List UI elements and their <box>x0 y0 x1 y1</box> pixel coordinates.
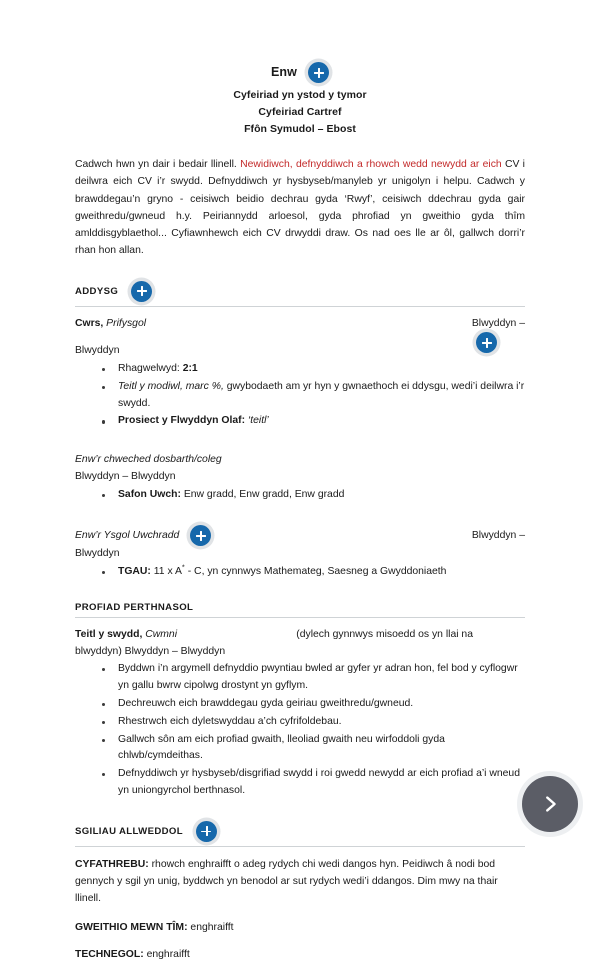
gcse-count: 11 x A <box>150 566 182 578</box>
skill-technical-label: TECHNEGOL: <box>75 949 144 961</box>
education-secondary-date-range: Blwyddyn – <box>471 529 525 541</box>
intro-highlight-text: Newidiwch, defnyddiwch a rhowch wedd newydd ar eich <box>240 159 502 170</box>
add-header-plus-icon[interactable] <box>308 62 329 83</box>
gcse-star: * <box>181 562 185 572</box>
skill-communication-text: rhowch enghraifft o adeg rydych chi wedi dangos hyn. Peidiwch â nodi bod gennych y sgil yn unig, byddwch yn benodol ar sut rydych wedi’i ddangos. Dim mwy na thair llinell. <box>75 858 498 905</box>
list-item <box>102 361 525 378</box>
education-bullet-list <box>75 361 525 430</box>
gcse-label: TGAU: <box>118 566 151 578</box>
module-description: gwybodaeth am yr hyn y gwnaethoch ei ddysgu, wedi’i deilwra i’r swydd. <box>118 380 525 409</box>
education-entry-university <box>75 316 525 431</box>
experience-job-label <box>75 627 177 644</box>
experience-dates: blwyddyn) Blwyddyn – Blwyddyn <box>75 645 226 657</box>
intro-text-part2: CV i deilwra eich CV i’r swydd. Defnyddiwch yr hysbyseb/manyleb yr unigolyn i helpu. Cadwch y brawddegau’n gryno - ceisiwch beidio dechrau gyda ‘Rwyf’, ceisiwch ddechrau gyda gair gweithredu/gwneud h.y. Peiriannydd arloesol, gyda phrofiad yn gweithio gyda thîm amlddisgyblaethol... Cyfiawnhewch eich CV drwyddi draw. Os nad oes lle ar ôl, gallwch dorri’r rhan hon allan. <box>75 159 525 257</box>
list-item: Byddwn i’n argymell defnyddio pwyntiau bwled ar gyfer yr adran hon, fel bod y cyflogwr yn gallu bwrw cipolwg drostynt yn gyflym. <box>102 661 525 695</box>
a-level-grades: Enw gradd, Enw gradd, Enw gradd <box>180 488 345 500</box>
education-date-row-second <box>75 332 525 360</box>
list-item <box>102 564 525 581</box>
cv-phone-email: Ffôn Symudol – Ebost <box>244 123 356 135</box>
education-secondary-date-start: Blwyddyn <box>75 548 120 560</box>
list-item <box>102 413 525 430</box>
a-level-label: Safon Uwch: <box>118 488 181 500</box>
section-divider-education <box>75 306 525 307</box>
section-header-skills <box>75 821 525 842</box>
list-item: Rhestrwch eich dyletswyddau a’ch cyfrifoldebau. <box>102 714 525 731</box>
spacer <box>75 505 525 525</box>
experience-entry <box>75 627 525 800</box>
section-divider-skills <box>75 846 525 847</box>
education-secondary-bullet-list <box>75 564 525 581</box>
grade-value: 2:1 <box>182 362 198 374</box>
cv-intro-paragraph <box>75 156 525 260</box>
list-item: Gallwch sôn am eich profiad gwaith, lleoliad gwaith neu wirfoddoli gyda chlwb/cymdeithas. <box>102 732 525 766</box>
experience-note: (dylech gynnwys misoedd os yn llai na <box>296 628 473 640</box>
list-item: Dechreuwch eich brawddegau gyda geiriau gweithredu/gwneud. <box>102 696 525 713</box>
education-date-range: Blwyddyn – <box>471 317 525 329</box>
add-education-plus-icon[interactable] <box>131 281 152 302</box>
education-secondary-name: Enw’r Ysgol Uwchradd <box>75 529 180 541</box>
cv-home-address: Cyfeiriad Cartref <box>258 106 342 118</box>
skill-teamwork-label: GWEITHIO MEWN TÎM: <box>75 922 188 934</box>
section-divider-experience <box>75 617 525 618</box>
education-course-name: Cwrs, <box>75 317 104 329</box>
education-sixthform-dates: Blwyddyn – Blwyddyn <box>75 470 176 482</box>
education-date-start: Blwyddyn <box>75 345 120 357</box>
cv-term-address: Cyfeiriad yn ystod y tymor <box>233 89 367 101</box>
skill-teamwork <box>75 919 525 936</box>
cv-name: Enw <box>271 64 297 79</box>
cv-name-row <box>75 62 525 83</box>
next-page-button[interactable] <box>522 776 578 832</box>
education-secondary-left <box>75 525 211 546</box>
chevron-right-icon <box>539 793 561 815</box>
final-project-label: Prosiect y Flwyddyn Olaf: <box>118 415 246 427</box>
education-secondary-title-row <box>75 525 525 546</box>
education-entry-secondary <box>75 525 525 580</box>
education-entry-title-row <box>75 316 525 333</box>
education-entry-sixthform <box>75 452 525 503</box>
spacer <box>75 432 525 452</box>
experience-bullet-list <box>75 661 525 800</box>
add-skills-plus-icon[interactable] <box>196 821 217 842</box>
list-item <box>102 379 525 413</box>
skill-technical-text: enghraifft <box>143 949 190 961</box>
cv-header <box>75 62 525 138</box>
add-education-entry-plus-icon[interactable] <box>476 332 497 353</box>
skill-communication-label: CYFATHREBU: <box>75 858 149 870</box>
skill-communication <box>75 856 525 907</box>
skill-teamwork-text: enghraifft <box>187 922 234 934</box>
experience-job-title: Teitl y swydd, <box>75 628 143 640</box>
education-institution-name: Prifysgol <box>103 317 147 329</box>
section-title-education: ADDYSG <box>75 285 119 297</box>
module-title-label: Teitl y modiwl, marc %, <box>118 380 224 392</box>
list-item: Defnyddiwch yr hysbyseb/disgrifiad swydd i roi gwedd newydd ar eich profiad a’i wneud yn uniongyrchol berthnasol. <box>102 766 525 800</box>
intro-text-part1: Cadwch hwn yn dair i bedair llinell. <box>75 159 241 170</box>
section-header-experience <box>75 602 525 613</box>
section-title-experience: PROFIAD PERTHNASOL <box>75 601 194 613</box>
education-course-label <box>75 316 146 333</box>
add-secondary-school-plus-icon[interactable] <box>190 525 211 546</box>
final-project-title: ‘teitl’ <box>245 415 269 427</box>
skill-technical <box>75 946 525 963</box>
grade-label: Rhagwelwyd: <box>118 362 183 374</box>
experience-company-name: Cwmni <box>142 628 178 640</box>
experience-title-row <box>75 627 525 644</box>
section-title-skills: SGILIAU ALLWEDDOL <box>75 825 183 837</box>
education-sixthform-name: Enw’r chweched dosbarth/coleg <box>75 454 222 466</box>
list-item <box>102 487 525 504</box>
education-sixthform-bullet-list <box>75 487 525 504</box>
section-header-education <box>75 281 525 302</box>
gcse-subjects: - C, yn cynnwys Mathemateg, Saesneg a Gwyddoniaeth <box>184 566 447 578</box>
